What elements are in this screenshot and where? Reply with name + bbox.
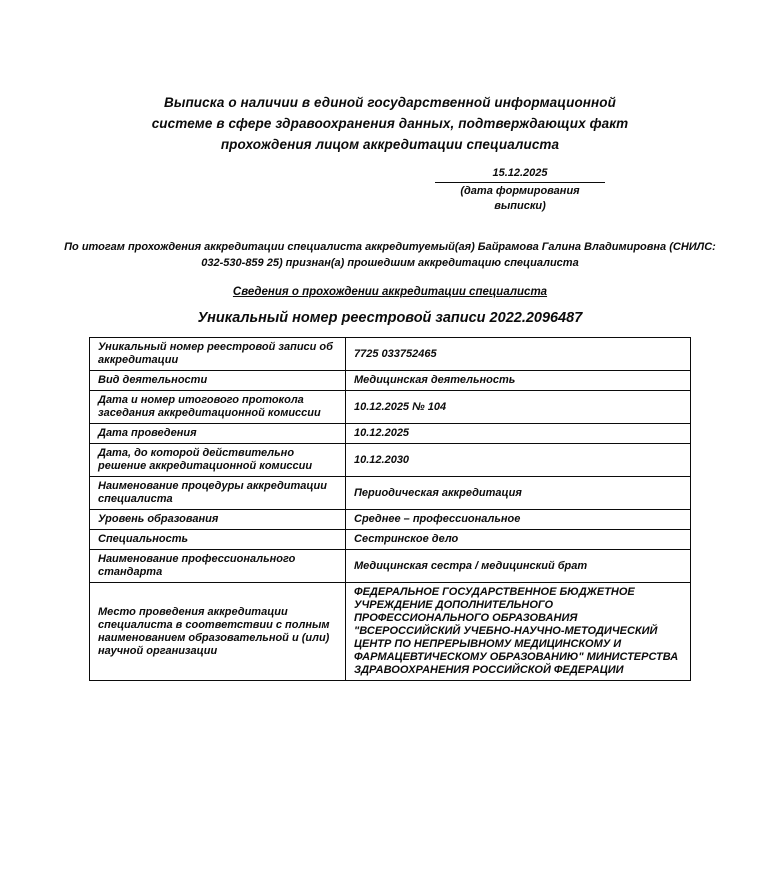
row-label: Уровень образования <box>90 510 346 530</box>
row-label: Уникальный номер реестровой записи об аккредитации <box>90 338 346 371</box>
row-label: Вид деятельности <box>90 371 346 391</box>
row-label: Дата, до которой действительно решение аккредитационной комиссии <box>90 444 346 477</box>
table-row <box>90 338 691 371</box>
row-label: Дата проведения <box>90 424 346 444</box>
table-row <box>90 444 691 477</box>
document-title-line: прохождения лицом аккредитации специалиста <box>220 137 560 152</box>
row-value: 10.12.2030 <box>346 444 691 477</box>
accreditation-details-table <box>89 337 691 681</box>
accreditation-summary-line: 032-530-859 25) признан(а) прошедшим аккредитацию специалиста <box>201 257 579 269</box>
row-value: Медицинская деятельность <box>346 371 691 391</box>
table-row <box>90 391 691 424</box>
row-value: Периодическая аккредитация <box>346 477 691 510</box>
row-label: Место проведения аккредитации специалиста в соответствии с полным наименованием образовательной и (или) научной организации <box>90 583 346 681</box>
row-value: Среднее – профессиональное <box>346 510 691 530</box>
row-value: 7725 033752465 <box>346 338 691 371</box>
extract-date: 15.12.2025 <box>435 166 605 183</box>
extract-date-block <box>435 166 605 214</box>
registry-number-heading: Уникальный номер реестровой записи 2022.2096487 <box>197 310 583 326</box>
row-label: Специальность <box>90 530 346 550</box>
table-row <box>90 583 691 681</box>
table-row <box>90 477 691 510</box>
document-title-line: Выписка о наличии в единой государственной информационной <box>163 95 616 110</box>
accreditation-summary-line: По итогам прохождения аккредитации специалиста аккредитуемый(ая) Байрамова Галина Владимировна (СНИЛС: <box>64 241 716 253</box>
row-value: 10.12.2025 № 104 <box>346 391 691 424</box>
table-row <box>90 530 691 550</box>
row-label: Дата и номер итогового протокола заседания аккредитационной комиссии <box>90 391 346 424</box>
row-value: ФЕДЕРАЛЬНОЕ ГОСУДАРСТВЕННОЕ БЮДЖЕТНОЕ УЧРЕЖДЕНИЕ ДОПОЛНИТЕЛЬНОГО ПРОФЕССИОНАЛЬНОГО ОБРАЗОВАНИЯ "ВСЕРОССИЙСКИЙ УЧЕБНО-НАУЧНО-МЕТОДИЧЕСКИЙ ЦЕНТР ПО НЕПРЕРЫВНОМУ МЕДИЦИНСКОМУ И ФАРМАЦЕВТИЧЕСКОМУ ОБРАЗОВАНИЮ" МИНИСТЕРСТВА ЗДРАВООХРАНЕНИЯ РОССИЙСКОЙ ФЕДЕРАЦИИ <box>346 583 691 681</box>
row-value: Сестринское дело <box>346 530 691 550</box>
row-value: Медицинская сестра / медицинский брат <box>346 550 691 583</box>
table-row <box>90 510 691 530</box>
table-row <box>90 424 691 444</box>
row-label: Наименование процедуры аккредитации специалиста <box>90 477 346 510</box>
document-page <box>0 92 780 890</box>
document-title <box>0 92 780 155</box>
document-title-line: системе в сфере здравоохранения данных, подтверждающих факт <box>151 116 629 131</box>
extract-date-caption: (дата формирования выписки) <box>460 185 580 212</box>
table-row <box>90 550 691 583</box>
accreditation-summary <box>0 239 780 271</box>
section-heading: Сведения о прохождении аккредитации специалиста <box>232 286 548 298</box>
row-value: 10.12.2025 <box>346 424 691 444</box>
table-row <box>90 371 691 391</box>
row-label: Наименование профессионального стандарта <box>90 550 346 583</box>
